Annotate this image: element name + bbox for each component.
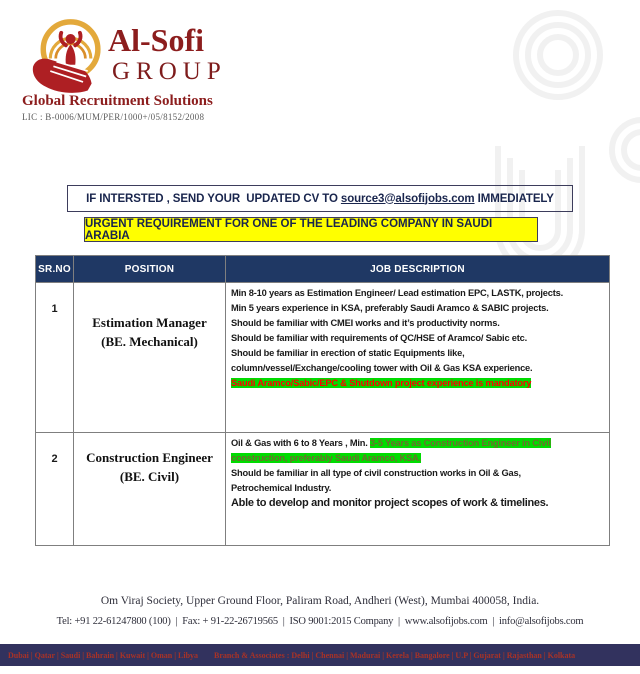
job-description-line: [231, 301, 606, 316]
job-description-segment: construction, preferably Saudi Aramco, KSA.: [231, 453, 421, 463]
header-job-description: JOB DESCRIPTION: [226, 256, 610, 283]
job-description-segment: Should be familiar with requirements of QC/HSE of Aramco/ Sabic etc.: [231, 333, 528, 343]
header-position: POSITION: [74, 256, 226, 283]
job-description-segment: Saudi Aramco/Sabic/EPC & Shutdown project experience is mandatory: [231, 378, 532, 388]
footer-contacts: Tel: +91 22-61247800 (100) | Fax: + 91-22-26719565 | ISO 9001:2015 Company | www.alsofijobs.com | info@alsofijobs.com: [56, 616, 584, 627]
job-description-segment: column/vessel/Exchange/cooling tower with Oil & Gas KSA experience.: [231, 363, 533, 373]
job-description-line: [231, 286, 606, 301]
job-description-segment: Oil & Gas with 6 to 8 Years , Min.: [231, 438, 371, 448]
job-row-2: [36, 433, 610, 546]
position-title: Estimation Manager: [92, 315, 207, 330]
cv-email-link[interactable]: source3@alsofijobs.com: [340, 192, 475, 205]
cv-notice-prefix: IF INTERSTED , SEND YOUR UPDATED CV TO: [86, 192, 341, 205]
job-row-1: [36, 283, 610, 433]
job-sr-number: 1: [36, 283, 74, 433]
job-position-cell: [74, 283, 226, 433]
job-description-line: [231, 436, 606, 451]
job-description-segment: Able to develop and monitor project scopes of work & timelines.: [231, 497, 549, 509]
brand-group: GROUP: [112, 58, 227, 85]
header-sr-no: SR.NO: [36, 256, 74, 283]
job-description-cell: [226, 283, 610, 433]
job-description-line: [231, 466, 606, 481]
locations-regions: Dubai | Qatar | Saudi | Bahrain | Kuwait | Oman | Libya: [8, 650, 199, 660]
job-position-cell: [74, 433, 226, 546]
locations-branches: Branch & Associates : Delhi | Chennai | Madurai | Kerela | Bangalore | U.P | Gujarat | Rajasthan | Kolkata: [214, 650, 576, 660]
job-description-segment: 3-5 Years as Construction Engineer in Civil: [370, 438, 551, 448]
job-description-line: [231, 481, 606, 496]
job-description-line: [231, 376, 606, 391]
job-description-line: [231, 451, 606, 466]
brand-tagline: Global Recruitment Solutions: [22, 93, 213, 109]
position-qualification: (BE. Civil): [119, 469, 180, 484]
brand-name: Al-Sofi: [108, 22, 204, 58]
job-description-segment: Min 8-10 years as Estimation Engineer/ Lead estimation EPC, LASTK, projects.: [231, 288, 563, 298]
job-description-segment: Should be familiar in all type of civil construction works in Oil & Gas,: [231, 468, 521, 478]
footer-address: Om Viraj Society, Upper Ground Floor, Paliram Road, Andheri (West), Mumbai 400058, India.: [100, 595, 540, 607]
job-description-line: [231, 496, 606, 511]
job-description-line: [231, 331, 606, 346]
cv-notice-box: [67, 185, 573, 212]
license-number: LIC : B-0006/MUM/PER/1000+/05/8152/2008: [22, 112, 205, 122]
job-description-line: [231, 316, 606, 331]
job-description-line: [231, 346, 606, 361]
jobs-table: [35, 255, 610, 546]
job-description-segment: Should be familiar with CMEI works and it’s productivity norms.: [231, 318, 500, 328]
job-description-segment: Should be familiar in erection of static Equipments like,: [231, 348, 465, 358]
urgent-requirement-banner: URGENT REQUIREMENT FOR ONE OF THE LEADING COMPANY IN SAUDI ARABIA: [84, 217, 538, 242]
table-header-row: [36, 256, 610, 283]
job-description-segment: Petrochemical Industry.: [231, 483, 332, 493]
locations-bar: [0, 644, 640, 666]
alsofi-logo-emblem: [30, 18, 108, 96]
job-sr-number: 2: [36, 433, 74, 546]
job-description-line: [231, 361, 606, 376]
job-description-segment: Min 5 years experience in KSA, preferably Saudi Aramco & SABIC projects.: [231, 303, 549, 313]
position-qualification: (BE. Mechanical): [101, 334, 198, 349]
cv-notice-suffix: IMMEDIATELY: [474, 192, 554, 205]
job-description-cell: [226, 433, 610, 546]
position-title: Construction Engineer: [86, 450, 213, 465]
